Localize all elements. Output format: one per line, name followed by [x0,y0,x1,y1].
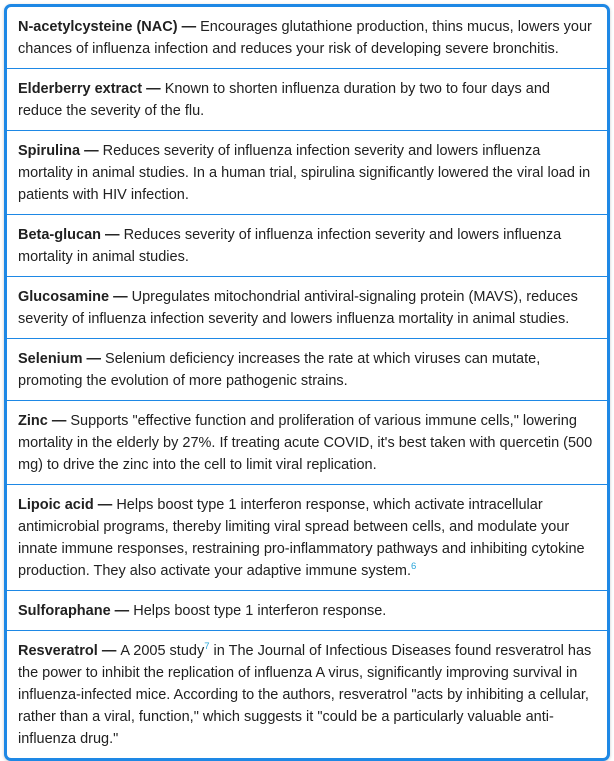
supplement-description: Reduces severity of influenza infection severity and lowers influenza mortality in animal studies. [18,227,562,265]
footnote-6-link[interactable]: 6 [411,561,417,573]
supplement-row-beta-glucan [7,214,607,276]
em-dash: — [47,413,71,429]
em-dash: — [110,603,134,619]
supplement-name: Beta-glucan [18,227,101,243]
supplement-row-spirulina [7,130,607,214]
supplement-row-selenium [7,338,607,400]
supplement-name: Spirulina [18,143,81,159]
em-dash: — [82,351,106,367]
em-dash: — [80,143,103,159]
supplement-row-elderberry [7,68,607,130]
supplement-name: Lipoic acid [18,497,94,513]
supplement-name: N-acetylcysteine (NAC) [18,19,178,35]
supplement-name: Resveratrol [18,643,98,659]
supplement-row-lipoic-acid [7,484,607,590]
supplement-description: Supports "effective function and proliferation of various immune cells," lowering mortality in the elderly by 27%. If treating acute COVID, it's best taken with quercetin (500 mg) to drive the zinc into the cell to limit viral replication. [18,413,593,473]
supplement-description: Known to shorten influenza duration by two to four days and reduce the severity of the flu. [18,81,550,119]
supplement-description: Helps boost type 1 interferon response. [133,603,387,619]
em-dash: — [93,497,117,513]
supplement-name: Glucosamine [18,289,110,305]
em-dash: — [101,227,124,243]
supplement-row-nac [7,7,607,68]
supplement-row-glucosamine [7,276,607,338]
supplement-description: Selenium deficiency increases the rate at which viruses can mutate, promoting the evolution of more pathogenic strains. [18,351,541,389]
em-dash: — [142,81,165,97]
supplement-description-continued: in The Journal of Infectious Diseases found resveratrol has the power to inhibit the replication of influenza A virus, significantly improving survival in influenza-infected mice. According to the authors, resveratrol "acts by inhibiting a cellular, rather than a viral, function," which suggests it "could be a particularly valuable anti-influenza drug." [18,643,592,747]
supplement-row-sulforaphane [7,590,607,630]
supplement-name: Selenium [18,351,83,367]
supplement-name: Elderberry extract [18,81,143,97]
supplement-name: Zinc [18,413,48,429]
supplement-row-zinc [7,400,607,484]
supplement-description: Upregulates mitochondrial antiviral-signaling protein (MAVS), reduces severity of influenza infection severity and lowers influenza mortality in animal studies. [18,289,578,327]
em-dash: — [109,289,132,305]
supplement-description: Encourages glutathione production, thins mucus, lowers your chances of influenza infection and reduces your risk of developing severe bronchitis. [18,19,592,57]
em-dash: — [97,643,121,659]
em-dash: — [177,19,201,35]
supplement-table [4,4,610,761]
supplement-description: A 2005 study [120,643,205,659]
supplement-description: Reduces severity of influenza infection severity and lowers influenza mortality in animal studies. In a human trial, spirulina significantly lowered the viral load in patients with HIV infection. [18,143,591,203]
supplement-row-resveratrol [7,630,607,758]
footnote-7-link[interactable]: 7 [204,641,210,653]
supplement-description: Helps boost type 1 interferon response, which activate intracellular antimicrobial programs, thereby limiting viral spread between cells, and modulate your innate immune responses, restraining pro-inflammatory pathways and inhibiting cytokine production. They also activate your adaptive immune system. [18,497,585,579]
supplement-name: Sulforaphane [18,603,111,619]
